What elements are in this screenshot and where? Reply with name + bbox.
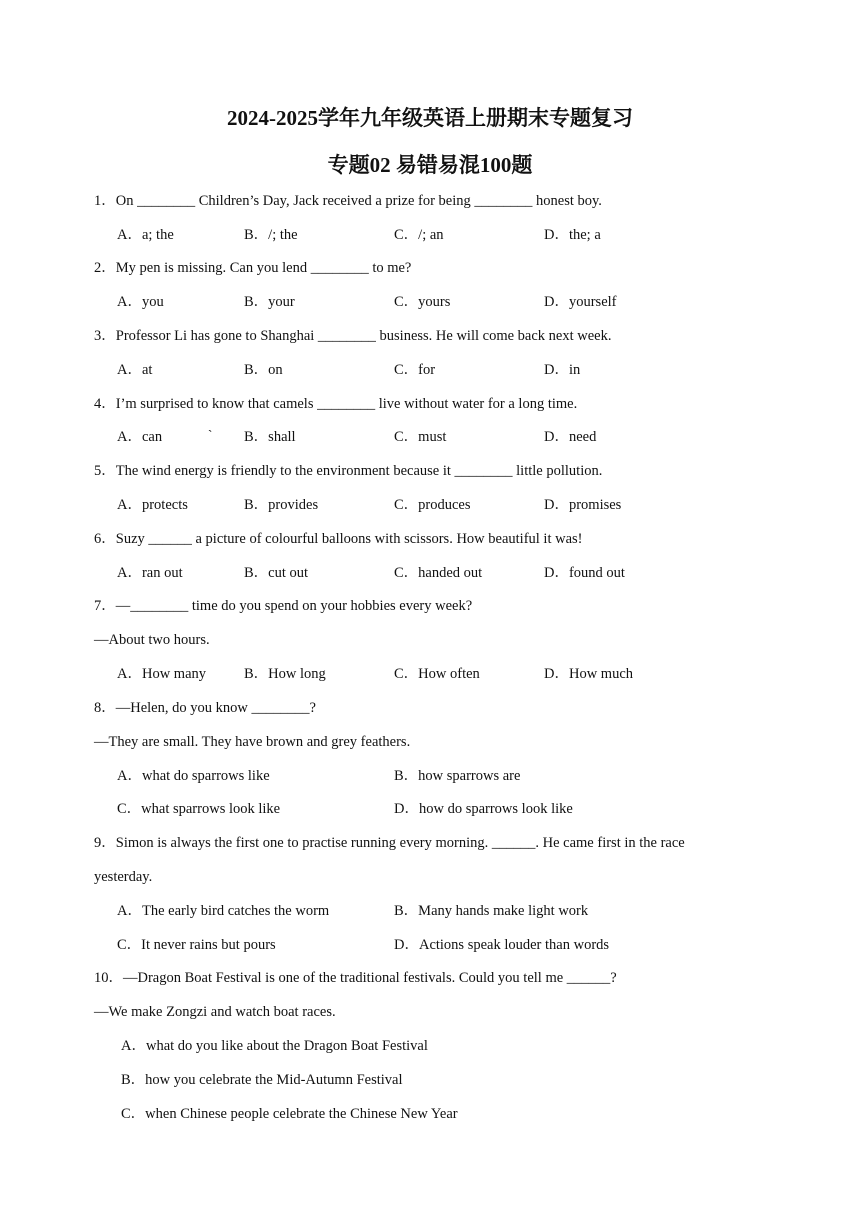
question-3-option-c: C．for [394,362,436,378]
question-9-stem-continued: yesterday. [94,869,153,885]
question-6-option-d: D．found out [544,565,625,581]
question-7-option-a: A．How many [117,666,207,682]
question-9-option-c: C．It never rains but pours [117,937,276,953]
question-8-reply: —They are small. They have brown and grey feathers. [94,734,411,750]
question-3-stem: 3．Professor Li has gone to Shanghai ________ business. He will come back next week. [94,328,612,344]
question-7-stem: 7．—________ time do you spend on your hobbies every week? [94,598,473,614]
question-10-option-a: A．what do you like about the Dragon Boat Festival [121,1038,428,1054]
question-9-option-a: A．The early bird catches the worm [117,903,330,919]
question-10-stem: 10．—Dragon Boat Festival is one of the traditional festivals. Could you tell me ______? [94,970,617,986]
stray-mark: ` [208,427,213,442]
question-5-option-c: C．produces [394,497,471,513]
question-5-option-d: D．promises [544,497,622,513]
question-2-option-b: B．your [244,294,295,310]
question-3-option-d: D．in [544,362,581,378]
question-1-option-c: C．/; an [394,227,444,243]
question-7-reply: —About two hours. [94,632,210,648]
document-title: 2024-2025学年九年级英语上册期末专题复习 [227,106,633,130]
question-4-option-a: A．can [117,429,163,445]
document-subtitle: 专题02 易错易混100题 [327,153,533,177]
question-9-option-d: D．Actions speak louder than words [394,937,610,953]
question-2-stem: 2．My pen is missing. Can you lend ________ to me? [94,260,412,276]
question-5-option-a: A．protects [117,497,188,513]
question-5-stem: 5．The wind energy is friendly to the environment because it ________ little pollution. [94,463,603,479]
question-2-option-a: A．you [117,294,164,310]
question-3-option-b: B．on [244,362,283,378]
question-3-option-a: A．at [117,362,153,378]
question-8-option-d: D．how do sparrows look like [394,801,573,817]
question-6-option-b: B．cut out [244,565,309,581]
question-2-option-d: D．yourself [544,294,617,310]
question-4-option-b: B．shall [244,429,296,445]
question-10-option-c: C．when Chinese people celebrate the Chinese New Year [121,1106,458,1122]
question-6-stem: 6．Suzy ______ a picture of colourful balloons with scissors. How beautiful it was! [94,531,583,547]
question-8-option-a: A．what do sparrows like [117,768,270,784]
question-7-option-b: B．How long [244,666,326,682]
question-2-option-c: C．yours [394,294,451,310]
question-4-option-d: D．need [544,429,597,445]
question-1-option-a: A．a; the [117,227,174,243]
question-7-option-d: D．How much [544,666,634,682]
question-6-option-c: C．handed out [394,565,483,581]
question-5-option-b: B．provides [244,497,319,513]
question-9-option-b: B．Many hands make light work [394,903,589,919]
question-1-option-d: D．the; a [544,227,601,243]
question-1-stem: 1．On ________ Children’s Day, Jack received a prize for being ________ honest boy. [94,193,602,209]
question-7-option-c: C．How often [394,666,480,682]
question-1-option-b: B．/; the [244,227,298,243]
question-4-stem: 4．I’m surprised to know that camels ________ live without water for a long time. [94,396,578,412]
question-10-option-b: B．how you celebrate the Mid-Autumn Festival [121,1072,403,1088]
question-9-stem: 9．Simon is always the first one to practise running every morning. ______. He came first in the race [94,835,685,851]
question-10-reply: —We make Zongzi and watch boat races. [94,1004,336,1020]
question-8-option-b: B．how sparrows are [394,768,521,784]
question-8-stem: 8．—Helen, do you know ________? [94,700,316,716]
question-8-option-c: C．what sparrows look like [117,801,281,817]
question-4-option-c: C．must [394,429,447,445]
question-6-option-a: A．ran out [117,565,183,581]
